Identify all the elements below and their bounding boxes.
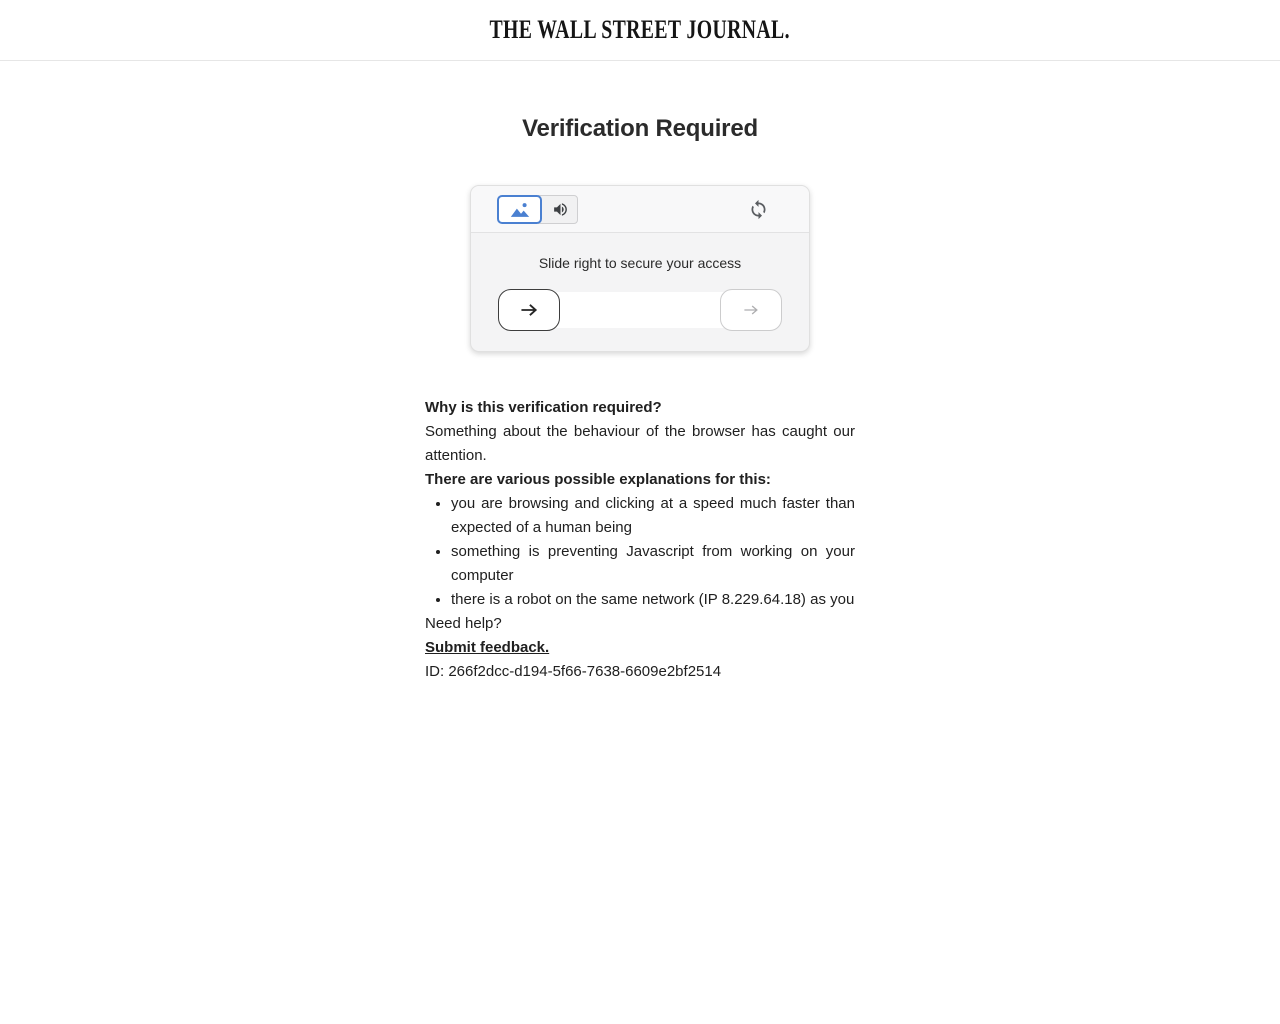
image-challenge-icon bbox=[509, 201, 531, 218]
page-title: Verification Required bbox=[522, 115, 758, 142]
list-item: • there is a robot on the same network (IP 8.229.64.18) as you bbox=[451, 588, 855, 612]
explanations-list bbox=[425, 492, 855, 612]
refresh-challenge-button[interactable] bbox=[748, 199, 769, 220]
audio-challenge-button[interactable] bbox=[538, 195, 578, 224]
explanation-section bbox=[425, 396, 855, 684]
captcha-widget bbox=[470, 185, 810, 352]
why-body: Something about the behaviour of the browser has caught our attention. bbox=[425, 423, 855, 464]
list-item: • something is preventing Javascript from working on your computer bbox=[451, 540, 855, 588]
image-challenge-button[interactable] bbox=[497, 195, 542, 224]
slider-instruction: Slide right to secure your access bbox=[538, 255, 742, 271]
challenge-mode-toggle bbox=[497, 195, 578, 224]
list-item: • you are browsing and clicking at a speed much faster than expected of a human being bbox=[451, 492, 855, 540]
wsj-logo: THE WALL STREET JOURNAL. bbox=[489, 15, 791, 44]
slider-target bbox=[720, 289, 782, 331]
explanations-heading: There are various possible explanations for this: bbox=[425, 471, 771, 488]
why-heading: Why is this verification required? bbox=[425, 399, 662, 416]
main-content bbox=[0, 115, 1280, 684]
captcha-toolbar bbox=[471, 186, 809, 233]
refresh-icon bbox=[748, 199, 769, 220]
arrow-right-ghost-icon bbox=[741, 303, 761, 317]
audio-challenge-icon bbox=[552, 201, 569, 218]
slider-handle[interactable] bbox=[498, 289, 560, 331]
request-id: ID: 266f2dcc-d194-5f66-7638-6609e2bf2514 bbox=[425, 663, 722, 680]
need-help-text: Need help? bbox=[425, 615, 502, 632]
slider bbox=[498, 289, 782, 331]
captcha-body bbox=[471, 233, 809, 351]
submit-feedback-link[interactable]: Submit feedback. bbox=[425, 639, 550, 656]
site-header bbox=[0, 0, 1280, 61]
arrow-right-icon bbox=[518, 302, 540, 318]
